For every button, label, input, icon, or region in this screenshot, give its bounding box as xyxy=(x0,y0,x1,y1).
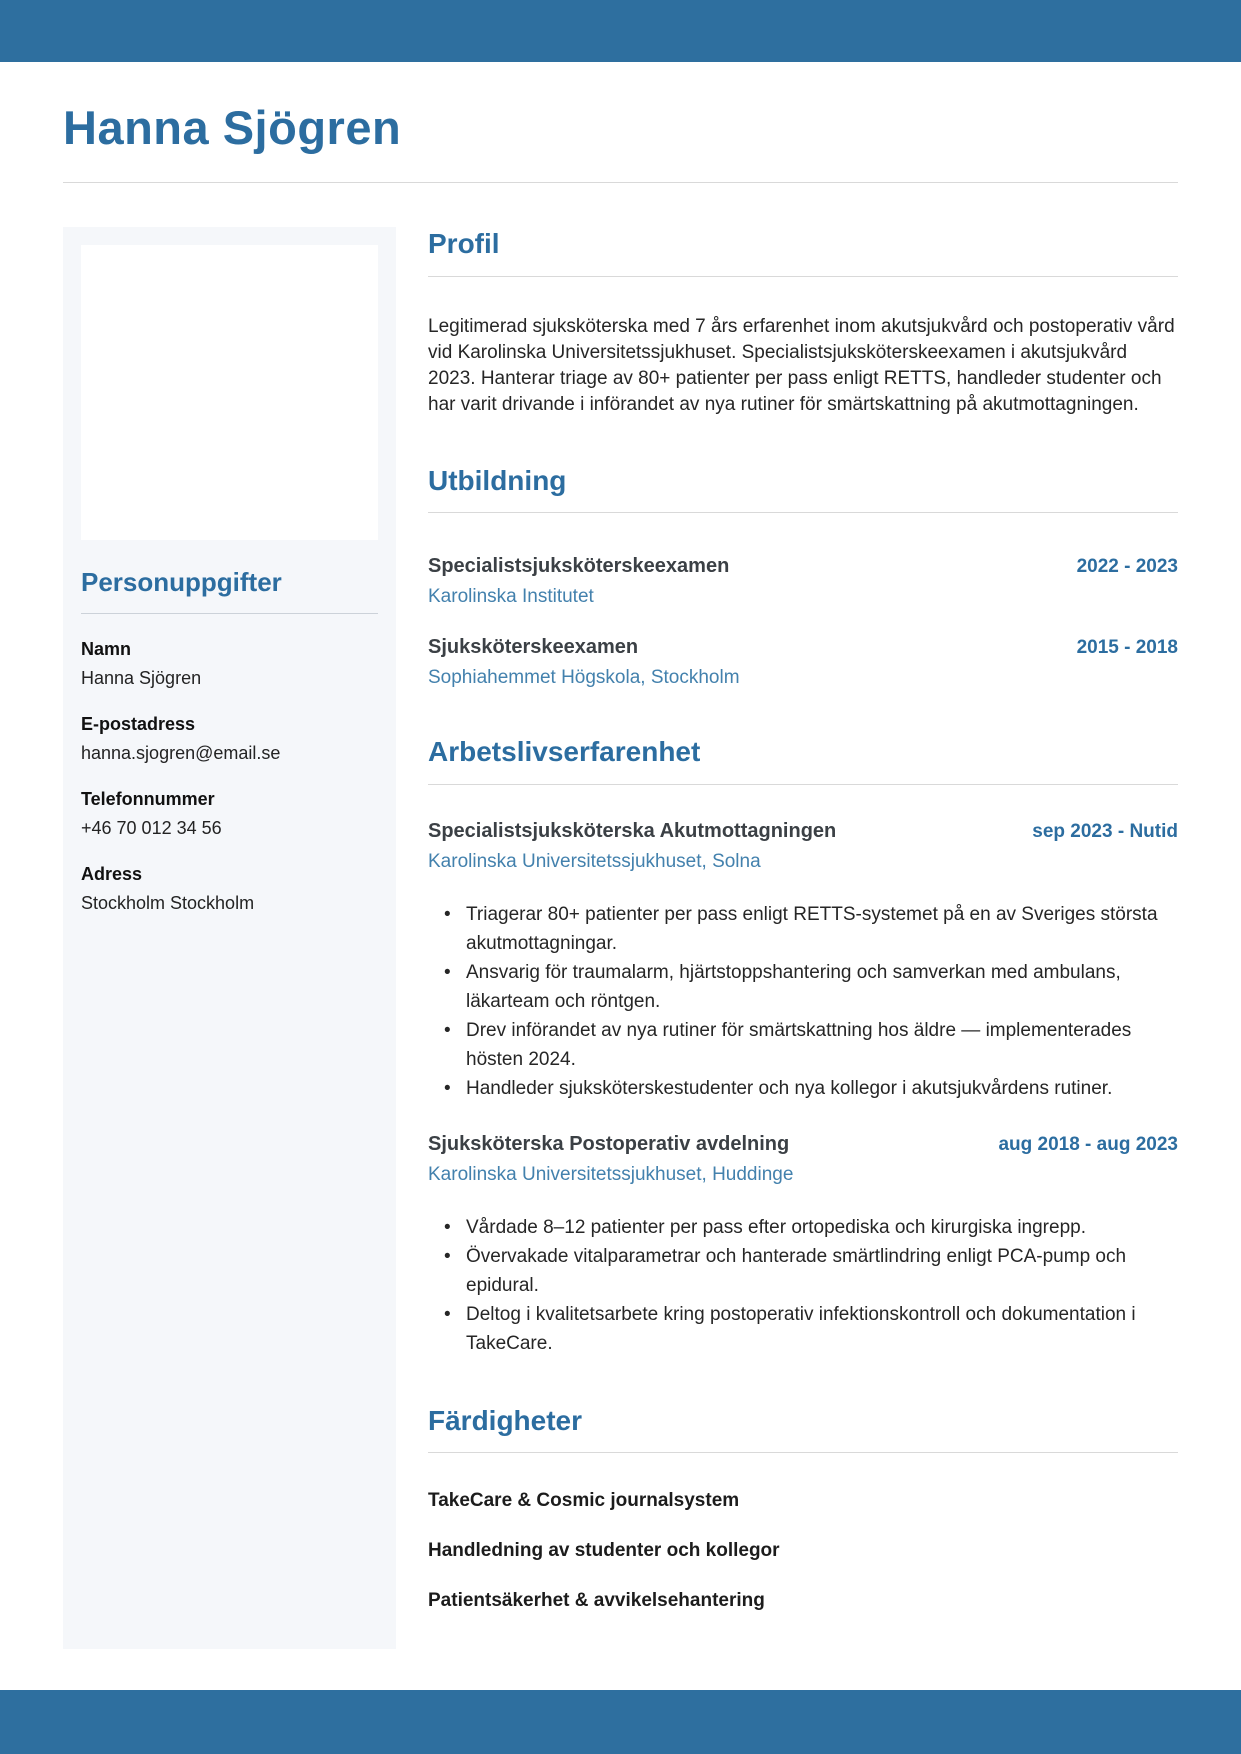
field-value: +46 70 012 34 56 xyxy=(81,818,222,838)
job-period: sep 2023 - Nutid xyxy=(1032,820,1178,842)
degree-period: 2022 - 2023 xyxy=(1076,556,1178,578)
skill-item: Patientsäkerhet & avvikelsehantering xyxy=(428,1590,765,1612)
sidebar xyxy=(63,227,396,1649)
job-entry xyxy=(428,1133,1178,1358)
skill-item: TakeCare & Cosmic journalsystem xyxy=(428,1490,740,1512)
job-entry-row xyxy=(428,820,1178,843)
job-bullet: • Ansvarig för traumalarm, hjärtstoppshantering och samverkan med ambulans, läkarteam och röntgen. xyxy=(428,958,1178,1016)
section-title-profile: Profil xyxy=(428,228,500,259)
job-bullet: • Handleder sjuksköterskestudenter och nya kollegor i akutsjukvårdens rutiner. xyxy=(428,1074,1178,1103)
degree-title: Sjuksköterskeexamen xyxy=(428,636,639,659)
skill-item: Handledning av studenter och kollegor xyxy=(428,1540,780,1562)
field-value: hanna.sjogren@email.se xyxy=(81,743,281,763)
bottom-accent-bar xyxy=(0,1690,1241,1754)
header-divider xyxy=(63,182,1178,183)
job-period: aug 2018 - aug 2023 xyxy=(998,1133,1178,1155)
education-entry-row xyxy=(428,555,1178,578)
education-entry xyxy=(428,636,1178,689)
education-entry xyxy=(428,555,1178,608)
job-bullet: • Triagerar 80+ patienter per pass enligt RETTS-systemet på en av Sveriges största akutmottagningar. xyxy=(428,900,1178,958)
content xyxy=(0,227,1241,1649)
section-title-education: Utbildning xyxy=(428,464,567,496)
job-entry-row xyxy=(428,1133,1178,1156)
profile-summary: Legitimerad sjuksköterska med 7 års erfarenhet inom akutsjukvård och postoperativ vård vid Karolinska Universitetssjukhuset. Specialistsjuksköterskeexamen i akutsjukvård 2023. Hanterar triage av 80+ patienter per pass enligt RETTS, handleder studenter och har varit drivande i införandet av nya rutiner för smärtskattning på akutmottagningen. xyxy=(428,315,1175,415)
field-address xyxy=(81,864,378,914)
top-accent-bar xyxy=(0,0,1241,62)
field-phone xyxy=(81,789,378,839)
job-entry xyxy=(428,820,1178,1103)
employer-name: Karolinska Universitetssjukhuset, Huddinge xyxy=(428,1163,794,1185)
section-divider xyxy=(428,276,1178,277)
school-name: Sophiahemmet Högskola, Stockholm xyxy=(428,667,740,689)
page-title: Hanna Sjögren xyxy=(63,101,402,154)
section-education xyxy=(428,464,1178,690)
education-entry-row xyxy=(428,636,1178,659)
profile-photo-placeholder xyxy=(81,245,378,540)
job-bullet: • Övervakade vitalparametrar och hanterade smärtlindring enligt PCA-pump och epidural. xyxy=(428,1242,1178,1300)
field-value: Hanna Sjögren xyxy=(81,668,202,688)
field-label: Namn xyxy=(81,639,132,659)
section-skills xyxy=(428,1404,1178,1613)
section-divider xyxy=(428,1452,1178,1453)
header xyxy=(0,100,1241,183)
field-label: E-postadress xyxy=(81,714,196,734)
degree-period: 2015 - 2018 xyxy=(1076,637,1178,659)
field-name xyxy=(81,639,378,689)
job-bullet-list xyxy=(428,900,1178,1103)
section-divider xyxy=(428,784,1178,785)
section-title-skills: Färdigheter xyxy=(428,1404,583,1436)
section-experience xyxy=(428,735,1178,1358)
job-title: Specialistsjuksköterska Akutmottagningen xyxy=(428,819,837,842)
school-name: Karolinska Institutet xyxy=(428,586,594,608)
field-label: Telefonnummer xyxy=(81,789,215,809)
field-email xyxy=(81,714,378,764)
section-divider xyxy=(428,512,1178,513)
job-bullet-list xyxy=(428,1213,1178,1358)
main-column xyxy=(428,227,1178,1649)
job-bullet: • Vårdade 8–12 patienter per pass efter ortopediska och kirurgiska ingrepp. xyxy=(428,1213,1178,1242)
sidebar-divider xyxy=(81,613,378,614)
job-bullet: • Deltog i kvalitetsarbete kring postoperativ infektionskontroll och dokumentation i TakeCare. xyxy=(428,1300,1178,1358)
employer-name: Karolinska Universitetssjukhuset, Solna xyxy=(428,850,761,872)
field-value: Stockholm Stockholm xyxy=(81,893,255,913)
sidebar-section-title: Personuppgifter xyxy=(81,567,282,597)
job-title: Sjuksköterska Postoperativ avdelning xyxy=(428,1132,790,1155)
field-label: Adress xyxy=(81,864,143,884)
section-title-experience: Arbetslivserfarenhet xyxy=(428,736,701,768)
section-profile xyxy=(428,227,1178,418)
degree-title: Specialistsjuksköterskeexamen xyxy=(428,555,730,578)
job-bullet: • Drev införandet av nya rutiner för smärtskattning hos äldre — implementerades hösten 2024. xyxy=(428,1016,1178,1074)
